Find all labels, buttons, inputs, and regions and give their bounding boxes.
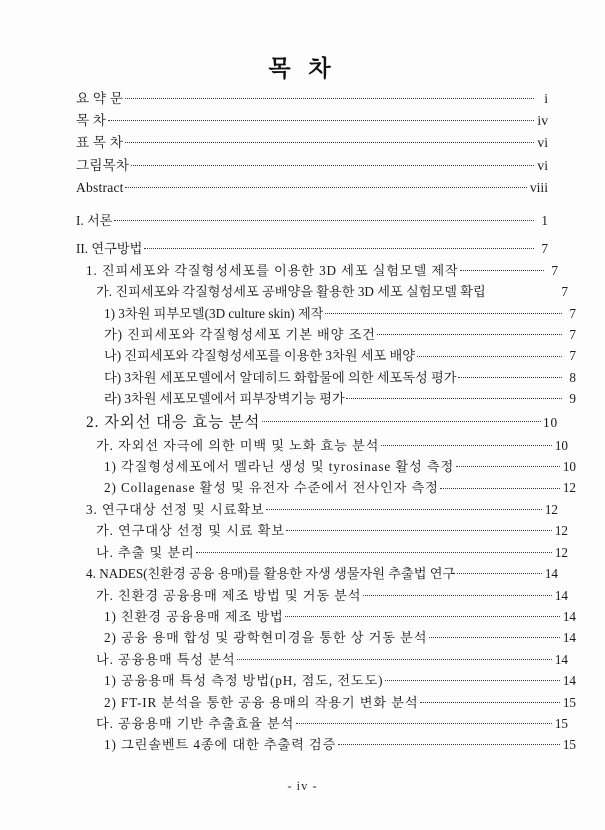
- toc-page-number: 10: [562, 459, 576, 475]
- front-matter-block: [76, 88, 548, 199]
- toc-page-number: 10: [554, 437, 568, 453]
- toc-entry-label: 4. NADES(친환경 공융 용매)를 활용한 자생 생물자원 추출법 연구: [86, 566, 456, 582]
- toc-page-number: 14: [562, 673, 576, 689]
- toc-entry-label: I. 서론: [76, 213, 113, 229]
- toc-entry-label: 목 차: [76, 113, 107, 129]
- toc-page-number: 7: [561, 284, 568, 300]
- toc-entries-block: [76, 199, 576, 756]
- toc-page-number: 15: [554, 715, 568, 731]
- toc-entry[interactable]: [76, 713, 568, 734]
- toc-entry-label: Abstract: [76, 179, 124, 195]
- toc-dot-leader: [108, 112, 534, 126]
- toc-page-number: 7: [541, 241, 548, 257]
- toc-entry[interactable]: [76, 110, 548, 132]
- toc-dot-leader: [131, 156, 534, 170]
- toc-entry-label: 요 약 문: [76, 91, 124, 106]
- toc-page-number: 7: [569, 305, 576, 321]
- toc-entry-label: 2) Collagenase 활성 및 유전자 수준에서 전사인자 측정: [104, 480, 439, 496]
- toc-entry[interactable]: [76, 345, 576, 366]
- toc-entry[interactable]: [76, 456, 576, 477]
- toc-entry-label: 가. 자외선 자극에 의한 미백 및 노화 효능 분석: [96, 437, 380, 453]
- toc-entry-label: 1) 공융용매 특성 측정 방법(pH, 점도, 전도도): [104, 673, 384, 689]
- toc-entry-label: 2. 자외선 대응 효능 분석: [86, 413, 261, 431]
- toc-dot-leader: [338, 736, 561, 749]
- toc-entry[interactable]: [76, 542, 568, 563]
- toc-page-number: i: [544, 91, 548, 106]
- toc-entry[interactable]: [76, 367, 576, 388]
- toc-dot-leader: [385, 672, 560, 685]
- toc-entry[interactable]: [76, 499, 558, 520]
- toc-dot-leader: [262, 411, 541, 426]
- toc-entry[interactable]: [76, 324, 576, 345]
- toc-entry[interactable]: [76, 410, 558, 435]
- toc-entry-label: 그림목차: [76, 157, 130, 173]
- toc-page-number: 15: [562, 694, 576, 710]
- toc-page-number: vi: [537, 135, 548, 151]
- page-title: 목 차: [268, 56, 337, 81]
- toc-entry-label: 1) 3차원 피부모델(3D culture skin) 제작: [104, 305, 324, 321]
- toc-dot-leader: [346, 390, 561, 403]
- toc-dot-leader: [125, 89, 534, 103]
- toc-list: [76, 88, 576, 756]
- toc-page-number: 7: [569, 348, 576, 364]
- toc-entry[interactable]: [76, 132, 548, 154]
- toc-dot-leader: [417, 347, 562, 360]
- toc-page-number: 12: [554, 544, 568, 560]
- toc-entry-label: 나) 진피세포와 각질형성세포를 이용한 3차원 세포 배양: [104, 348, 416, 364]
- toc-page-number: 12: [544, 501, 558, 517]
- toc-entry-label: 1. 진피세포와 각질형성세포를 이용한 3D 세포 실험모델 제작: [86, 262, 459, 278]
- toc-dot-leader: [125, 134, 534, 148]
- toc-entry-label: 표 목 차: [76, 135, 124, 151]
- toc-entry[interactable]: [76, 734, 576, 755]
- toc-entry[interactable]: [76, 177, 548, 199]
- toc-dot-leader: [114, 212, 534, 225]
- toc-dot-leader: [325, 304, 562, 317]
- toc-entry[interactable]: [76, 692, 576, 713]
- toc-entry[interactable]: [76, 435, 568, 456]
- toc-entry-label: 나. 추출 및 분리: [96, 544, 195, 560]
- toc-dot-leader: [460, 262, 543, 275]
- toc-page-number: 10: [543, 414, 558, 430]
- toc-page-number: 14: [562, 608, 576, 624]
- toc-dot-leader: [286, 522, 552, 535]
- toc-entry-label: II. 연구방법: [76, 241, 143, 257]
- toc-entry-label: 1) 그린솔벤트 4종에 대한 추출력 검증: [104, 737, 337, 753]
- toc-dot-leader: [457, 565, 543, 578]
- toc-page-number: 7: [569, 327, 576, 343]
- toc-entry[interactable]: [76, 388, 576, 409]
- toc-entry[interactable]: [76, 281, 568, 302]
- toc-entry[interactable]: [76, 585, 568, 606]
- toc-dot-leader: [196, 544, 552, 557]
- toc-entry[interactable]: [76, 303, 576, 324]
- toc-entry-label: 다. 공융용매 기반 추출효율 분석: [96, 715, 295, 731]
- toc-entry-label: 가) 진피세포와 각질형성세포 기본 배양 조건: [104, 327, 376, 343]
- toc-entry[interactable]: [76, 260, 558, 281]
- page-footer: - iv -: [287, 779, 318, 793]
- toc-page-number: 14: [554, 651, 568, 667]
- toc-page-number: 14: [554, 587, 568, 603]
- toc-page-number: 14: [544, 566, 558, 582]
- toc-entry-label: 가. 친환경 공융용매 제조 방법 및 거동 분석: [96, 587, 362, 603]
- toc-dot-leader: [296, 715, 553, 728]
- toc-dot-leader: [456, 458, 561, 471]
- toc-dot-leader: [237, 651, 552, 664]
- toc-page-number: 12: [554, 523, 568, 539]
- toc-page-number: viii: [529, 179, 548, 195]
- toc-entry-label: 2) 공융 용매 합성 및 광학현미경을 통한 상 거동 분석: [104, 630, 428, 646]
- toc-page-number: 15: [562, 737, 576, 753]
- toc-dot-leader: [377, 326, 561, 339]
- toc-page-number: 9: [569, 391, 576, 407]
- toc-entry-label: 3. 연구대상 선정 및 시료확보: [86, 501, 265, 517]
- toc-dot-leader: [381, 436, 553, 449]
- toc-dot-leader: [363, 586, 552, 599]
- toc-dot-leader: [429, 629, 560, 642]
- toc-entry-label: 1) 친환경 공융용매 제조 방법: [104, 608, 284, 624]
- toc-page-number: iv: [537, 113, 548, 129]
- toc-page-number: vi: [537, 157, 548, 173]
- toc-dot-leader: [458, 369, 561, 382]
- toc-page-number: 8: [569, 369, 576, 385]
- toc-dot-leader: [285, 608, 560, 621]
- toc-dot-leader: [144, 240, 534, 253]
- toc-entry[interactable]: [76, 606, 576, 627]
- section-spacer: [76, 231, 548, 238]
- toc-entry-label: 나. 공융용매 특성 분석: [96, 651, 236, 667]
- toc-dot-leader: [440, 479, 560, 492]
- toc-entry[interactable]: [76, 649, 568, 670]
- toc-dot-leader: [266, 501, 542, 514]
- toc-entry-label: 1) 각질형성세포에서 멜라닌 생성 및 tyrosinase 활성 측정: [104, 459, 455, 475]
- toc-entry[interactable]: [76, 88, 548, 110]
- toc-dot-leader: [420, 693, 560, 706]
- toc-dot-leader: [125, 178, 527, 192]
- toc-entry[interactable]: [76, 155, 548, 177]
- toc-entry[interactable]: [76, 563, 558, 584]
- section-spacer: [76, 199, 548, 210]
- toc-entry-label: 라) 3차원 세포모델에서 피부장벽기능 평가: [104, 391, 345, 407]
- toc-entry-label: 가. 연구대상 선정 및 시료 확보: [96, 523, 285, 539]
- toc-entry[interactable]: [76, 238, 548, 259]
- toc-entry-label: 다) 3차원 세포모델에서 알데히드 화합물에 의한 세포독성 평가: [104, 369, 457, 385]
- toc-entry[interactable]: [76, 210, 548, 231]
- toc-entry[interactable]: [76, 670, 576, 691]
- toc-page-number: 14: [562, 630, 576, 646]
- toc-entry-label: 2) FT-IR 분석을 통한 공융 용매의 작용기 변화 분석: [104, 694, 419, 710]
- toc-entry[interactable]: [76, 520, 568, 541]
- toc-page-number: 12: [562, 480, 576, 496]
- toc-entry[interactable]: [76, 627, 576, 648]
- toc-page-number: 7: [551, 262, 558, 278]
- toc-entry[interactable]: [76, 477, 576, 498]
- toc-page-number: 1: [541, 213, 548, 229]
- toc-entry-label: 가. 진피세포와 각질형성세포 공배양을 활용한 3D 세포 실험모델 확립: [96, 284, 486, 300]
